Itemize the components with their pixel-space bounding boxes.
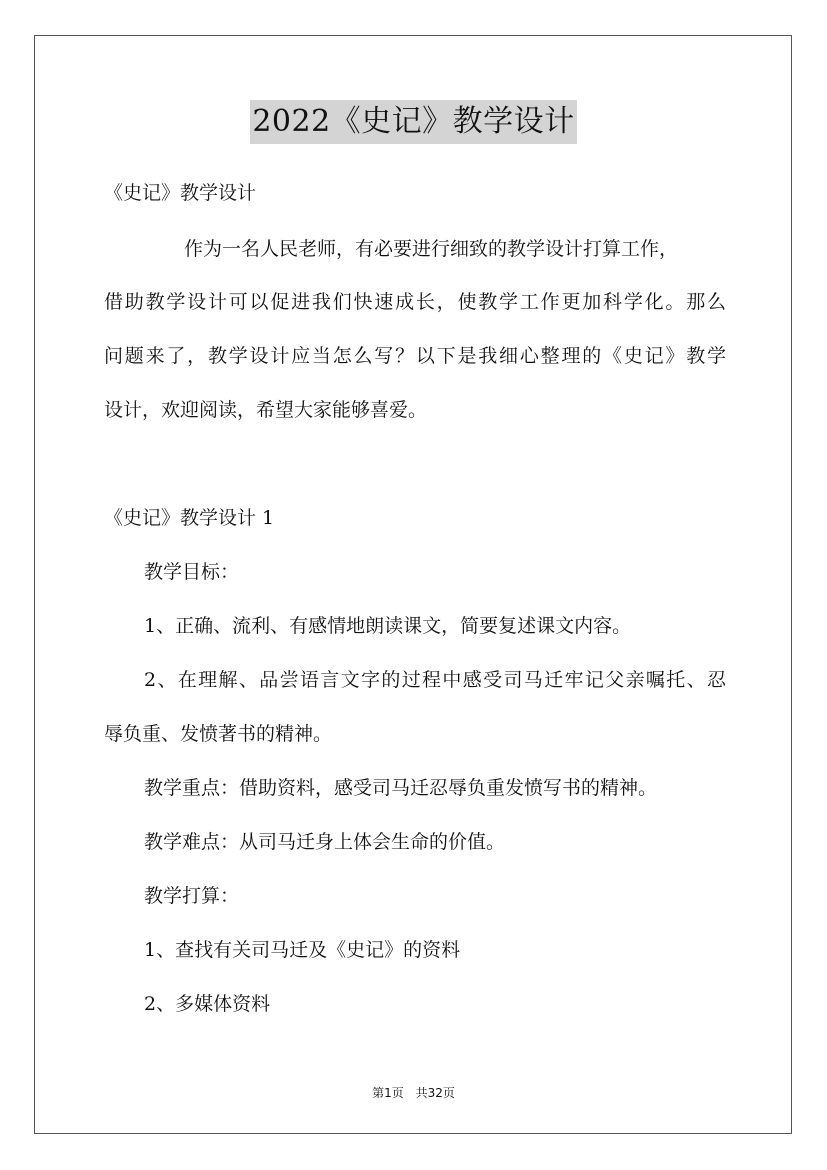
- body-line: 教学难点：从司马迁身上体会生命的价值。: [144, 831, 506, 853]
- page-footer: [0, 1084, 827, 1101]
- body-line: 2、在理解、品尝语言文字的过程中感受司马迁牢记父亲嘱托、忍: [144, 669, 726, 691]
- document-title: 2022《史记》教学设计: [250, 100, 576, 144]
- body-line: 2、多媒体资料: [144, 993, 271, 1015]
- body-line: 1、查找有关司马迁及《史记》的资料: [144, 939, 461, 961]
- intro-line-2: 借助教学设计可以促进我们快速成长，使教学工作更加科学化。那么: [104, 291, 726, 313]
- page-number: 第1页: [372, 1086, 404, 1100]
- intro-line-4: 设计，欢迎阅读，希望大家能够喜爱。: [104, 399, 428, 421]
- page-total: 共32页: [415, 1086, 455, 1100]
- intro-line-3: 问题来了，教学设计应当怎么写？以下是我细心整理的《史记》教学: [104, 345, 726, 367]
- document-subtitle: 《史记》教学设计: [104, 182, 257, 204]
- section-heading: 《史记》教学设计 1: [104, 507, 275, 529]
- body-line: 教学重点：借助资料，感受司马迁忍辱负重发愤写书的精神。: [144, 777, 658, 799]
- body-line: 1、正确、流利、有感情地朗读课文，简要复述课文内容。: [144, 615, 632, 637]
- body-line: 教学目标：: [144, 561, 240, 583]
- body-line: 教学打算：: [144, 885, 240, 907]
- intro-line-1: 作为一名人民老师，有必要进行细致的教学设计打算工作，: [184, 238, 679, 260]
- body-line: 辱负重、发愤著书的精神。: [104, 723, 333, 745]
